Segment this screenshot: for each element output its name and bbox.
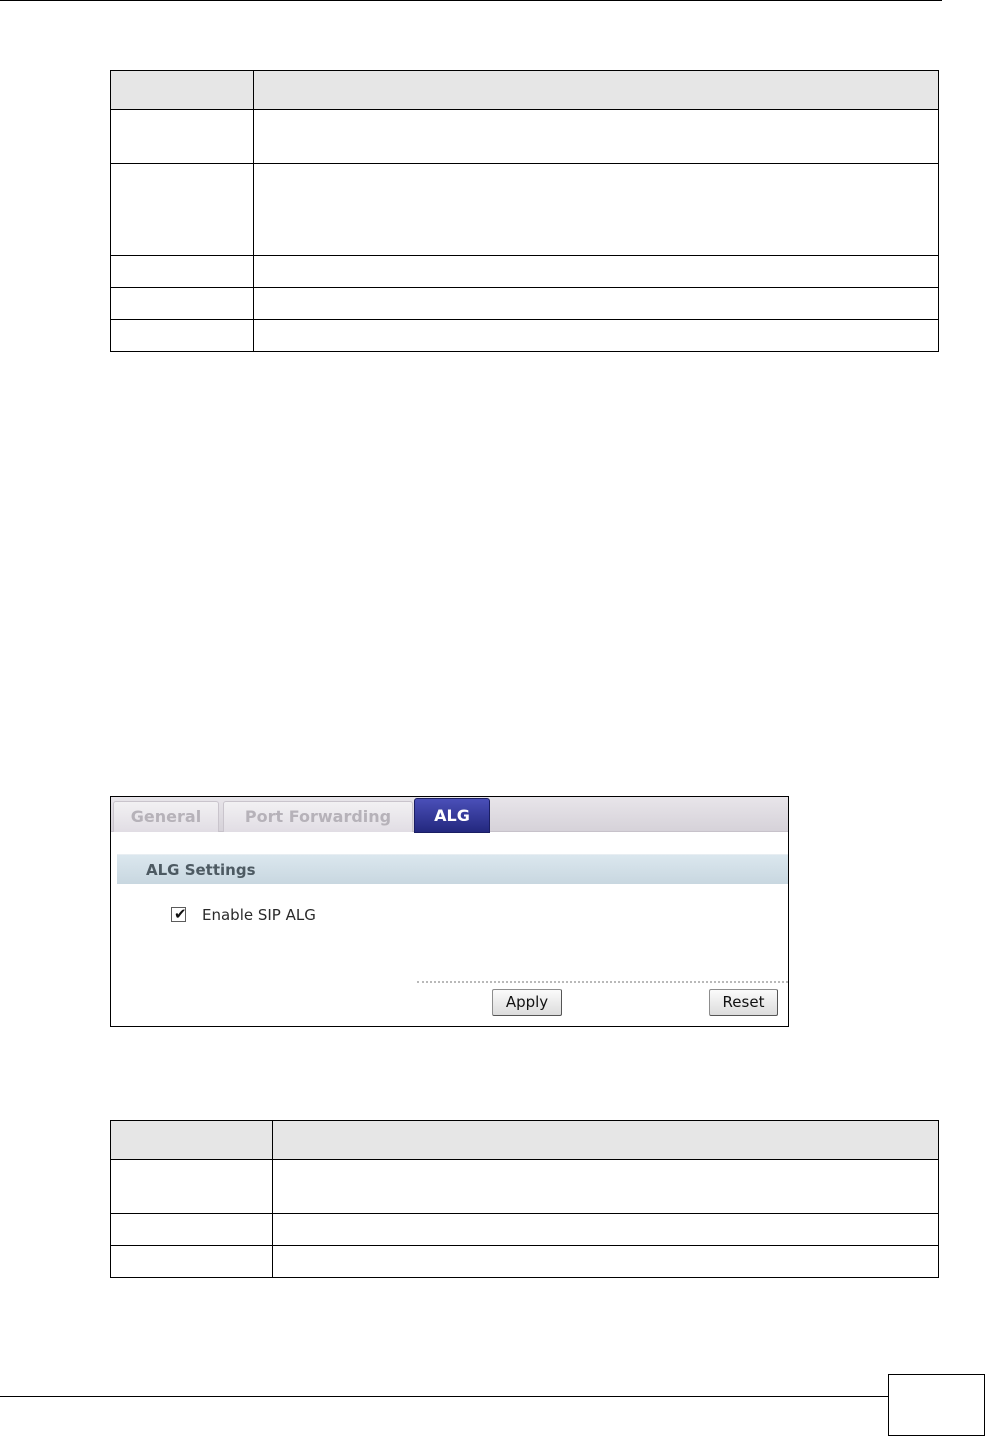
table-cell bbox=[273, 1160, 939, 1214]
table-header-cell bbox=[111, 1121, 273, 1160]
table-cell bbox=[254, 288, 939, 320]
reset-button[interactable]: Reset bbox=[709, 989, 778, 1016]
table-cell bbox=[111, 110, 254, 164]
enable-sip-alg-checkbox[interactable] bbox=[171, 907, 186, 922]
table-header-cell bbox=[111, 71, 254, 110]
table-cell bbox=[273, 1246, 939, 1278]
table-1 bbox=[110, 70, 939, 352]
enable-sip-alg-label: Enable SIP ALG bbox=[202, 906, 316, 924]
table-cell bbox=[111, 288, 254, 320]
table-cell bbox=[273, 1214, 939, 1246]
table-cell bbox=[254, 110, 939, 164]
table-cell bbox=[254, 256, 939, 288]
footer-rule bbox=[0, 1396, 888, 1397]
table-header-cell bbox=[254, 71, 939, 110]
table-header-cell bbox=[273, 1121, 939, 1160]
apply-button[interactable]: Apply bbox=[492, 989, 562, 1016]
table-header-row bbox=[111, 1121, 939, 1160]
tab-general[interactable]: General bbox=[113, 801, 219, 832]
table-header-row bbox=[111, 71, 939, 110]
table-row bbox=[111, 1246, 939, 1278]
table-row bbox=[111, 110, 939, 164]
table-cell bbox=[254, 320, 939, 352]
tab-alg[interactable]: ALG bbox=[414, 798, 490, 833]
table-row bbox=[111, 288, 939, 320]
section-header bbox=[117, 854, 788, 884]
table-cell bbox=[111, 320, 254, 352]
table-row bbox=[111, 1160, 939, 1214]
table-cell bbox=[254, 164, 939, 256]
table-row bbox=[111, 256, 939, 288]
table-2 bbox=[110, 1120, 939, 1278]
check-mark-icon: ✔ bbox=[174, 905, 187, 923]
table-row bbox=[111, 164, 939, 256]
table-cell bbox=[111, 256, 254, 288]
section-title: ALG Settings bbox=[146, 861, 256, 879]
button-divider bbox=[417, 981, 788, 983]
table-row bbox=[111, 320, 939, 352]
page-number-box bbox=[888, 1374, 985, 1436]
table-cell bbox=[111, 1246, 273, 1278]
alg-screenshot bbox=[110, 796, 789, 1027]
header-rule bbox=[0, 0, 942, 1]
tab-port-forwarding[interactable]: Port Forwarding bbox=[223, 801, 413, 832]
table-row bbox=[111, 1214, 939, 1246]
table-cell bbox=[111, 1160, 273, 1214]
table-cell bbox=[111, 164, 254, 256]
tab-bar bbox=[111, 797, 788, 832]
table-cell bbox=[111, 1214, 273, 1246]
